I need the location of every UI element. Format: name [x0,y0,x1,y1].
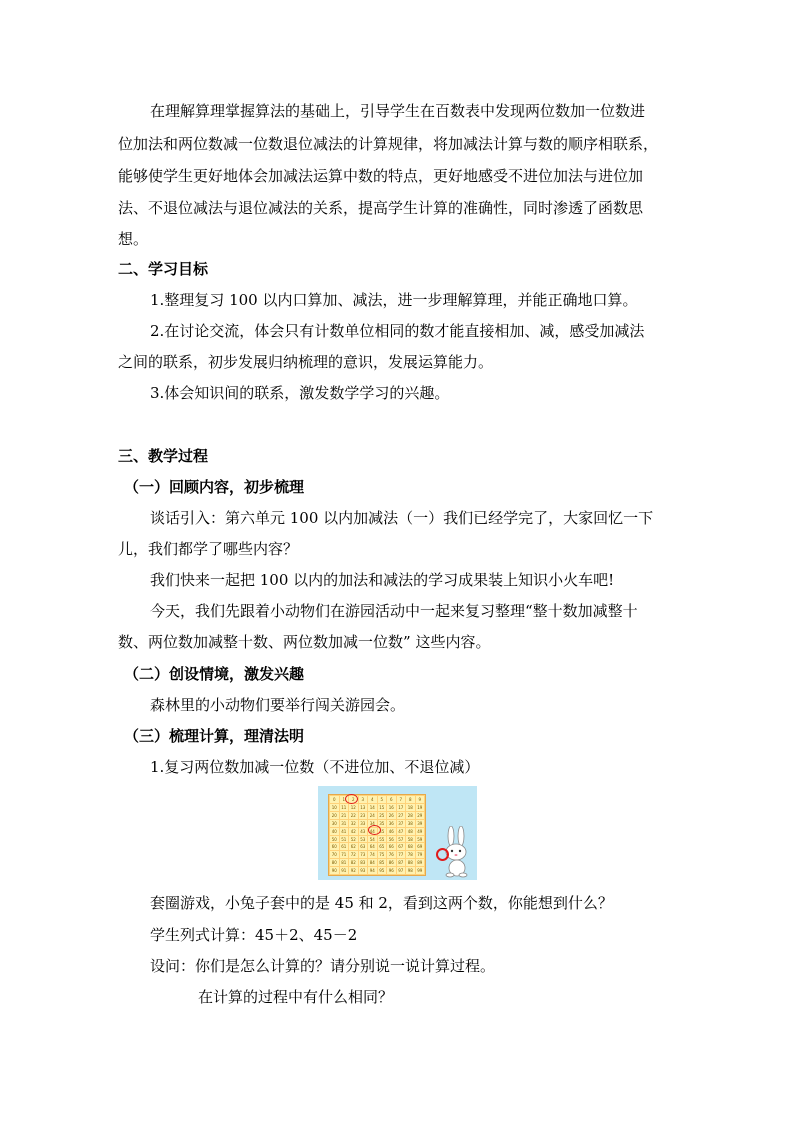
hundred-chart-cell: 39 [417,820,423,826]
hundred-chart-cell: 72 [350,852,356,858]
hundred-chart-cell: 34 [369,820,375,826]
hundred-chart-cell: 5 [378,796,387,803]
paragraph-line: 学生列式计算：45＋2、45－2 [150,926,358,944]
hundred-chart-cell: 59 [417,836,423,842]
hundred-chart-cell: 97 [398,868,404,874]
hundred-chart-cell: 1 [340,796,349,803]
hundred-chart-cell: 24 [369,812,375,818]
hundred-chart-cell: 98 [407,868,413,874]
hundred-chart-cell: 57 [398,836,404,842]
hundred-chart-cell: 44 [369,828,375,834]
hundred-chart-cell: 49 [417,828,423,834]
paragraph-line: 森林里的小动物们要举行闯关游园会。 [150,696,406,714]
hundred-chart-cell: 25 [379,812,385,818]
hundred-chart-cell: 42 [350,828,356,834]
hundred-chart-cell: 21 [341,812,347,818]
goal-item-continuation: 之间的联系，初步发展归纳梳理的意识，发展运算能力。 [118,353,494,371]
paragraph-line: 套圈游戏，小兔子套中的是 45 和 2，看到这两个数，你能想到什么？ [150,894,613,912]
hundred-chart-cell: 51 [341,836,347,842]
hundred-chart-cell: 73 [360,852,366,858]
hundred-chart-cell: 76 [388,852,394,858]
paragraph-line: 今天，我们先跟着小动物们在游园活动中一起来复习整理“整十数加减整十 [150,602,638,620]
hundred-chart-cell: 82 [350,860,356,866]
paragraph-line: 法、不退位减法与退位减法的关系，提高学生计算的准确性，同时渗透了函数思 [118,199,644,217]
hundred-chart-cell: 78 [407,852,413,858]
hundred-chart-cell: 68 [407,844,413,850]
ring-around-45-icon [368,825,381,835]
hundred-chart-cell: 12 [350,804,356,810]
hundred-chart-cell: 45 [379,828,385,834]
hundred-chart-cell: 11 [341,804,347,810]
hundred-chart-cell: 87 [398,860,404,866]
goal-item: 2.在讨论交流，体会只有计数单位相同的数才能直接相加、减，感受加减法 [150,322,645,340]
hundred-chart-cell: 53 [360,836,366,842]
hundred-chart-cell: 20 [331,812,337,818]
hundred-chart-cell: 62 [350,844,356,850]
hundred-chart-cell: 96 [388,868,394,874]
hundred-chart-cell: 90 [331,868,337,874]
hundred-chart-cell: 52 [350,836,356,842]
hundred-chart-cell: 83 [360,860,366,866]
hundred-chart-cell: 29 [417,812,423,818]
hundred-chart-cell: 46 [388,828,394,834]
hundred-chart-cell: 84 [369,860,375,866]
hundred-chart-cell: 22 [350,812,356,818]
hundred-chart-cell: 27 [398,812,404,818]
hundred-chart-cell: 71 [341,852,347,858]
hundred-chart-cell: 79 [417,852,423,858]
hundred-chart-cell: 77 [398,852,404,858]
hundred-chart-cell: 89 [417,860,423,866]
subsection-heading: （一）回顾内容，初步梳理 [124,478,305,496]
hundred-chart-cell: 33 [360,820,366,826]
hundred-chart-cell: 55 [379,836,385,842]
paragraph-line: 想。 [118,230,149,248]
hundred-chart-figure [318,786,477,880]
hundred-chart-cell: 4 [368,796,377,803]
hundred-chart-cell: 32 [350,820,356,826]
hundred-chart-cell: 56 [388,836,394,842]
ring-around-2-icon [345,794,358,804]
paragraph-line: 在理解算理掌握算法的基础上，引导学生在百数表中发现两位数加一位数进 [150,102,646,120]
section-heading: 二、学习目标 [118,260,209,278]
hundred-chart-cell: 70 [331,852,337,858]
hundred-chart-cell: 91 [341,868,347,874]
hundred-chart-cell: 15 [379,804,385,810]
paragraph-line: 儿，我们都学了哪些内容？ [118,540,299,558]
hundred-chart-cell: 58 [407,836,413,842]
hundred-chart-cell: 14 [369,804,375,810]
hundred-chart-cell: 19 [417,804,423,810]
hundred-chart-cell: 60 [331,844,337,850]
paragraph-line: 设问：你们是怎么计算的？请分别说一说计算过程。 [150,957,496,975]
hundred-chart-cell: 88 [407,860,413,866]
hundred-chart-cell: 13 [360,804,366,810]
hundred-chart-cell: 65 [379,844,385,850]
hundred-chart-cell: 74 [369,852,375,858]
hundred-chart-cell: 47 [398,828,404,834]
hundred-chart-cell: 80 [331,860,337,866]
hundred-chart-cell: 36 [388,820,394,826]
hundred-chart-cell: 37 [398,820,404,826]
paragraph-line: 我们快来一起把 100 以内的加法和减法的学习成果装上知识小火车吧! [150,571,615,589]
hundred-chart-cell: 64 [369,844,375,850]
paragraph-line: 1.复习两位数加减一位数（不进位加、不退位减） [150,758,480,776]
hundred-chart-cell: 28 [407,812,413,818]
paragraph-line: 谈话引入：第六单元 100 以内加减法（一）我们已经学完了，大家回忆一下 [150,509,654,527]
paragraph-line: 能够使学生更好地体会加减法运算中数的特点，更好地感受不进位加法与进位加 [118,167,644,185]
hundred-chart-cell: 54 [369,836,375,842]
paragraph-line: 在计算的过程中有什么相同？ [198,988,394,1006]
goal-item: 3.体会知识间的联系，激发数学学习的兴趣。 [150,384,450,402]
hundred-chart-cell: 3 [359,796,368,803]
hundred-chart-cell: 26 [388,812,394,818]
section-heading: 三、教学过程 [118,447,209,465]
hundred-chart-cell: 63 [360,844,366,850]
hundred-chart-cell: 0 [330,796,339,803]
hundred-chart-cell: 17 [398,804,404,810]
hundred-chart-cell: 18 [407,804,413,810]
hundred-chart-cell: 69 [417,844,423,850]
hundred-chart-cell: 40 [331,828,337,834]
hundred-chart-cell: 2 [349,796,358,803]
hundred-chart-cell: 8 [406,796,415,803]
hundred-chart-cell: 81 [341,860,347,866]
hundred-chart-cell: 48 [407,828,413,834]
goal-item: 1.整理复习 100 以内口算加、减法，进一步理解算理，并能正确地口算。 [150,291,638,309]
hundred-chart-cell: 66 [388,844,394,850]
hundred-chart-cell: 67 [398,844,404,850]
subsection-heading: （二）创设情境，激发兴趣 [124,665,305,683]
paragraph-line: 数、两位数加减整十数、两位数加减一位数” 这些内容。 [118,633,491,651]
hundred-chart-cell: 35 [379,820,385,826]
hundred-chart-cell: 95 [379,868,385,874]
hundred-chart-cell: 99 [417,868,423,874]
hundred-chart-cell: 6 [387,796,396,803]
hundred-chart-cell: 94 [369,868,375,874]
hundred-chart-cell: 93 [360,868,366,874]
paragraph-line: 位加法和两位数减一位数退位减法的计算规律，将加减法计算与数的顺序相联系， [118,135,659,153]
hundred-chart-grid [328,794,426,876]
hundred-chart-cell: 85 [379,860,385,866]
hundred-chart-cell: 43 [360,828,366,834]
hundred-chart-cell: 23 [360,812,366,818]
hundred-chart-cell: 7 [397,796,406,803]
hundred-chart-cell: 92 [350,868,356,874]
hundred-chart-cell: 31 [341,820,347,826]
hundred-chart-cell: 50 [331,836,337,842]
hundred-chart-cell: 75 [379,852,385,858]
hundred-chart-cell: 86 [388,860,394,866]
subsection-heading: （三）梳理计算，理清法明 [124,727,305,745]
hundred-chart-cell: 61 [341,844,347,850]
hundred-chart-cell: 30 [331,820,337,826]
throwing-ring-icon [436,848,449,861]
hundred-chart-cell: 38 [407,820,413,826]
hundred-chart-cell: 9 [416,796,425,803]
hundred-chart-cell: 41 [341,828,347,834]
hundred-chart-cell: 16 [388,804,394,810]
hundred-chart-cell: 10 [331,804,337,810]
